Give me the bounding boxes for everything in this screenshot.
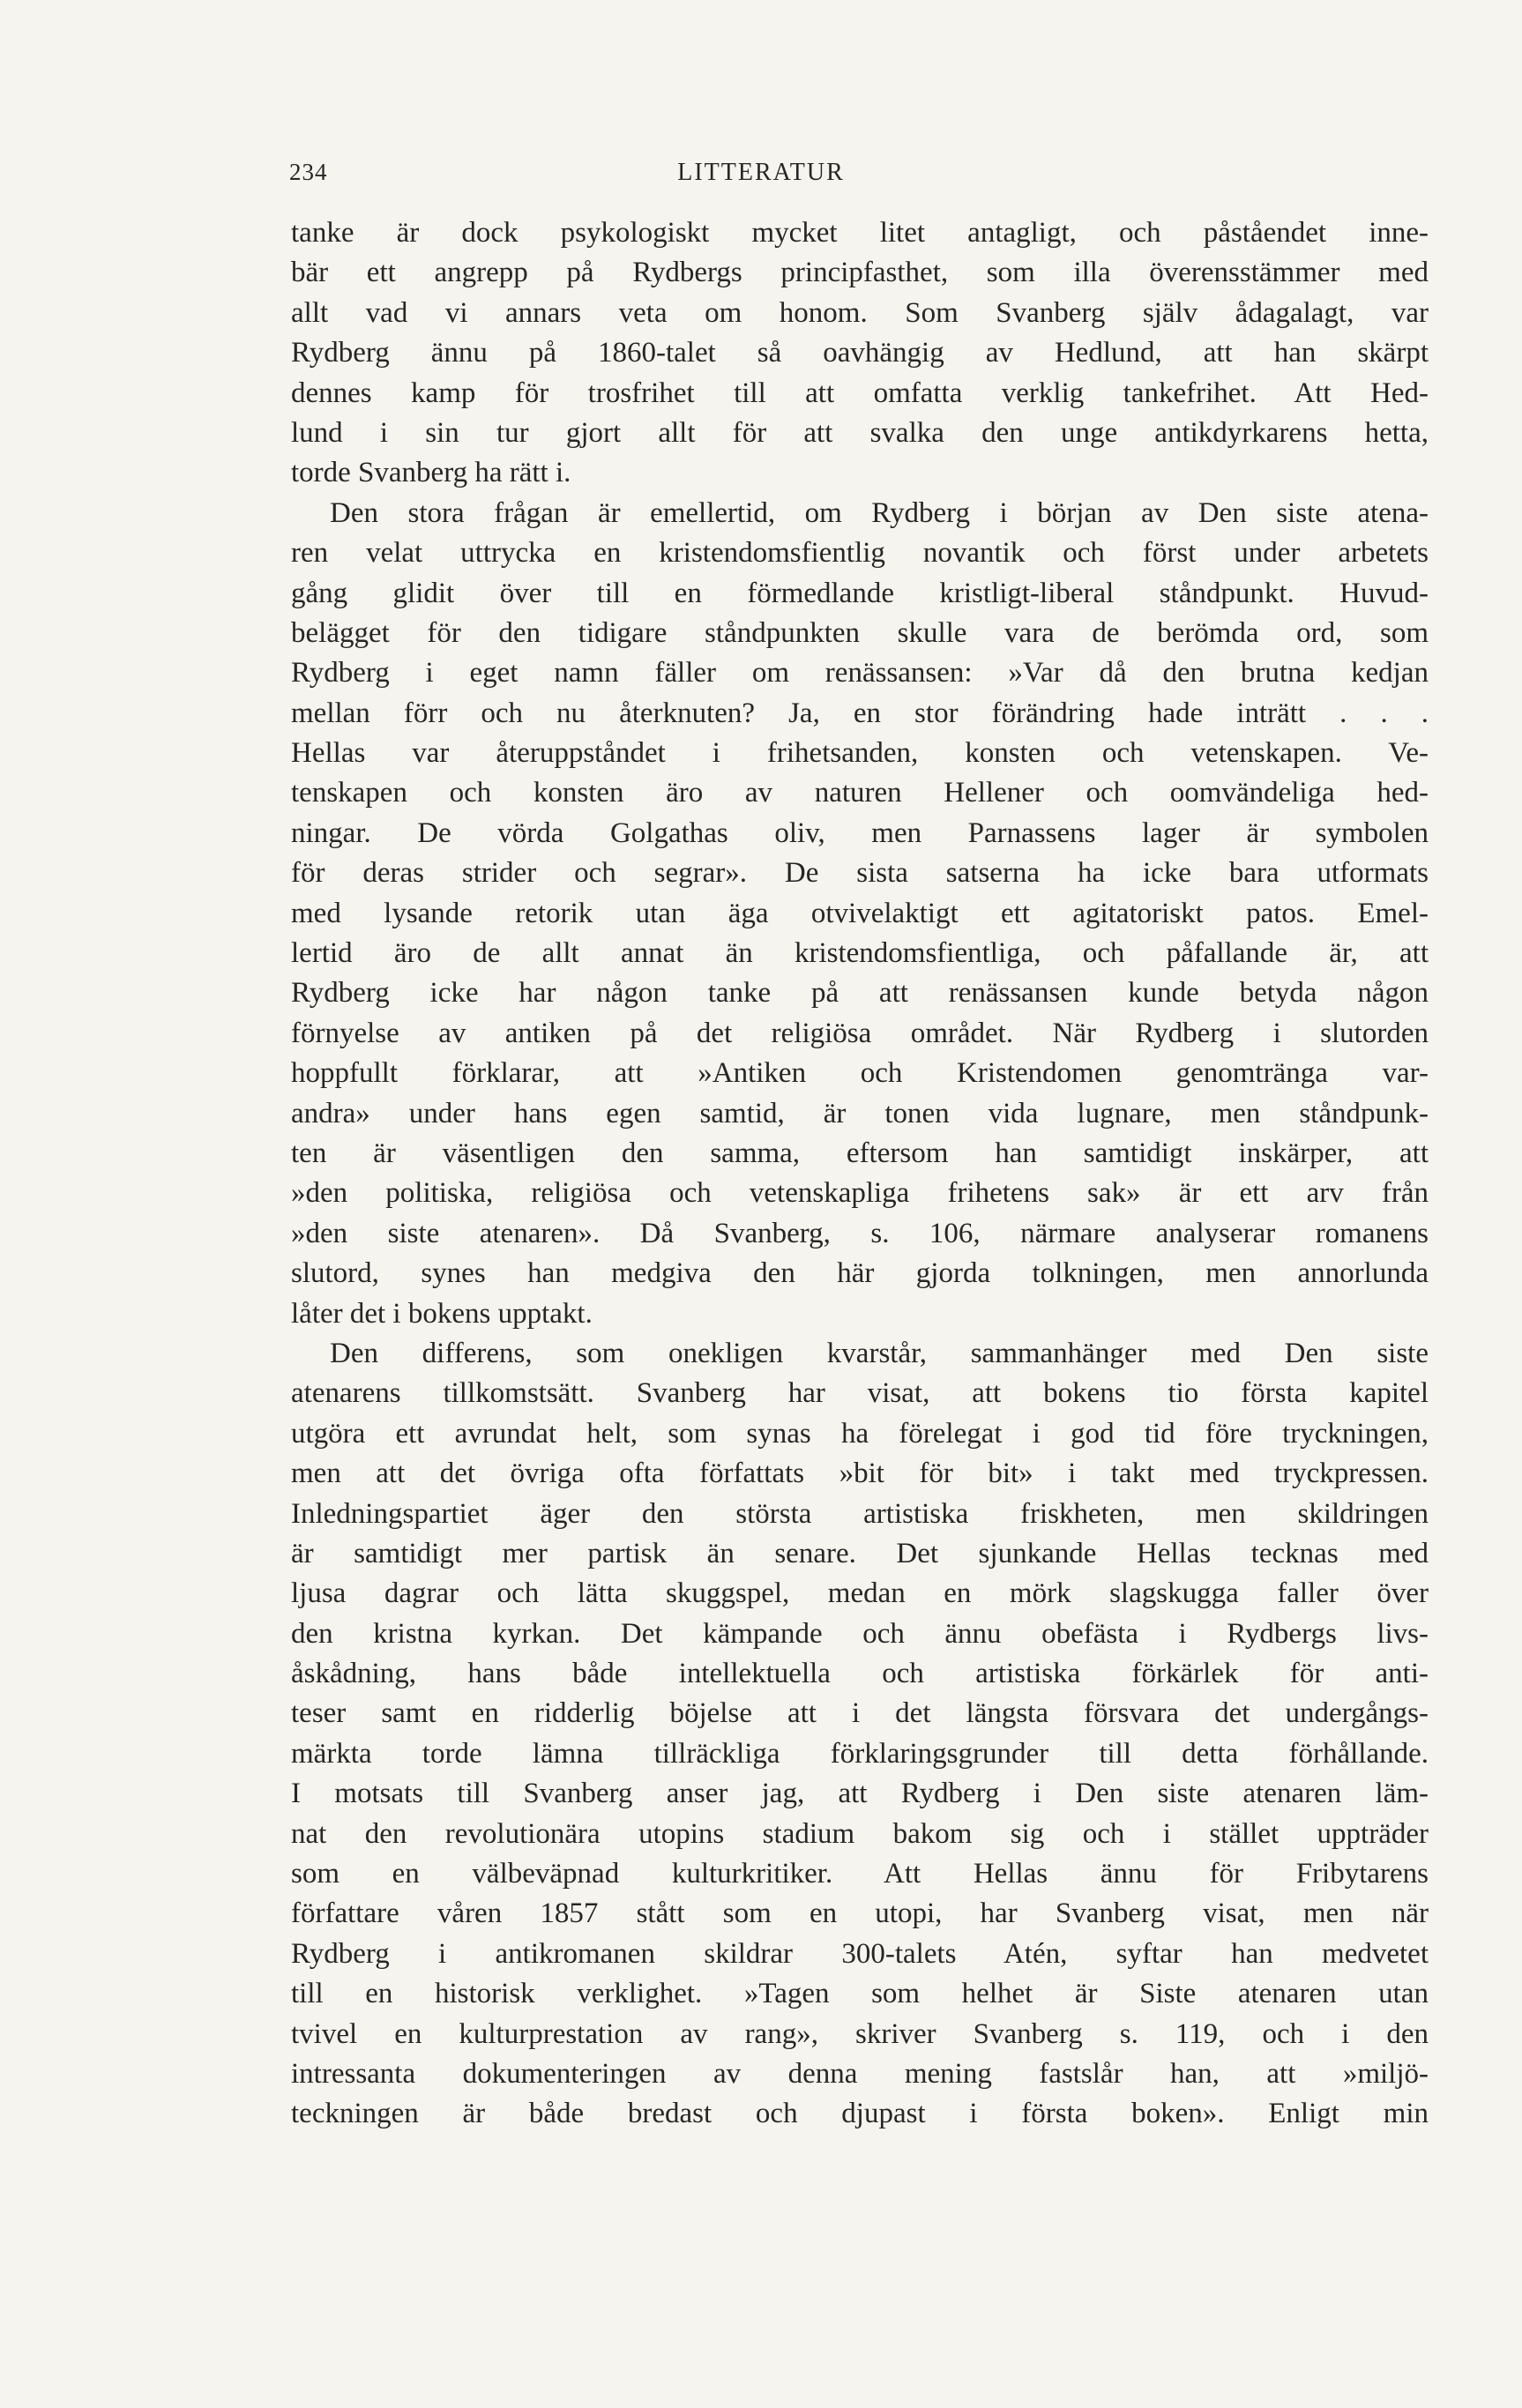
text-line: torde Svanberg ha rätt i. xyxy=(291,457,571,489)
text-line: låter det i bokens upptakt. xyxy=(291,1297,593,1330)
paragraph-3 xyxy=(291,1334,1429,2135)
text-line: ren velat uttrycka en kristendomsfientlig novantik och först under arbetets xyxy=(291,537,1429,570)
paragraph-2 xyxy=(291,494,1429,1334)
running-head: LITTERATUR xyxy=(677,159,845,186)
text-line: intressanta dokumenteringen av denna mening fastslår han, att »miljö- xyxy=(291,2057,1429,2090)
text-line: tanke är dock psykologiskt mycket litet antagligt, och påståendet inne- xyxy=(291,217,1429,249)
text-line: nat den revolutionära utopins stadium bakom sig och i stället uppträder xyxy=(291,1817,1429,1850)
text-line: för deras strider och segrar». De sista satserna ha icke bara utformats xyxy=(291,857,1429,890)
text-line: den kristna kyrkan. Det kämpande och ännu obefästa i Rydbergs livs- xyxy=(291,1617,1429,1650)
text-line: »den siste atenaren». Då Svanberg, s. 106, närmare analyserar romanens xyxy=(291,1217,1429,1249)
text-line: ljusa dagrar och lätta skuggspel, medan en mörk slagskugga faller över xyxy=(291,1577,1429,1610)
text-line: Rydberg i eget namn fäller om renässansen: »Var då den brutna kedjan xyxy=(291,657,1429,690)
text-line: dennes kamp för trosfrihet till att omfatta verklig tankefrihet. Att Hed- xyxy=(291,376,1429,409)
text-line: mellan förr och nu återknuten? Ja, en stor förändring hade inträtt . . . xyxy=(291,697,1429,729)
text-line: Rydberg ännu på 1860-talet så oavhängig av Hedlund, att han skärpt xyxy=(291,337,1429,369)
text-line: I motsats till Svanberg anser jag, att Rydberg i Den siste atenaren läm- xyxy=(291,1778,1429,1810)
text-line: till en historisk verklighet. »Tagen som helhet är Siste atenaren utan xyxy=(291,1978,1429,2010)
text-line: lund i sin tur gjort allt för att svalka den unge antikdyrkarens hetta, xyxy=(291,416,1429,449)
text-line: med lysande retorik utan äga otvivelaktigt ett agitatoriskt patos. Emel- xyxy=(291,897,1429,929)
text-line: tenskapen och konsten äro av naturen Hellener och oomvändeliga hed- xyxy=(291,777,1429,809)
text-line: Hellas var återuppståndet i frihetsanden, konsten och vetenskapen. Ve- xyxy=(291,737,1429,770)
text-line: tvivel en kulturprestation av rang», skriver Svanberg s. 119, och i den xyxy=(291,2017,1429,2050)
text-line: lertid äro de allt annat än kristendomsfientliga, och påfallande är, att xyxy=(291,937,1429,970)
paragraph-1 xyxy=(291,213,1429,494)
text-line: Den differens, som onekligen kvarstår, sammanhänger med Den siste xyxy=(330,1337,1429,1369)
text-line: andra» under hans egen samtid, är tonen vida lugnare, men ståndpunk- xyxy=(291,1097,1429,1129)
text-line: Rydberg i antikromanen skildrar 300-talets Atén, syftar han medvetet xyxy=(291,1937,1429,1970)
text-line: »den politiska, religiösa och vetenskapliga frihetens sak» är ett arv från xyxy=(291,1177,1429,1210)
text-line: märkta torde lämna tillräckliga förklaringsgrunder till detta förhållande. xyxy=(291,1737,1429,1770)
text-line: åskådning, hans både intellektuella och artistiska förkärlek för anti- xyxy=(291,1658,1429,1690)
text-line: är samtidigt mer partisk än senare. Det sjunkande Hellas tecknas med xyxy=(291,1537,1429,1569)
text-line: men att det övriga ofta författats »bit för bit» i takt med tryckpressen. xyxy=(291,1457,1429,1490)
body-text xyxy=(291,213,1429,2135)
text-line: Den stora frågan är emellertid, om Rydberg i början av Den siste atena- xyxy=(330,496,1429,529)
text-line: bär ett angrepp på Rydbergs principfasthet, som illa överensstämmer med xyxy=(291,257,1429,289)
page-number: 234 xyxy=(289,159,328,185)
text-line: teckningen är både bredast och djupast i första boken». Enligt min xyxy=(291,2098,1429,2130)
text-line: Inledningspartiet äger den största artistiska friskheten, men skildringen xyxy=(291,1497,1429,1530)
text-line: atenarens tillkomstsätt. Svanberg har visat, att bokens tio första kapitel xyxy=(291,1377,1429,1410)
text-line: som en välbeväpnad kulturkritiker. Att Hellas ännu för Fribytarens xyxy=(291,1858,1429,1890)
text-line: allt vad vi annars veta om honom. Som Svanberg själv ådagalagt, var xyxy=(291,296,1429,329)
text-line: gång glidit över till en förmedlande kristligt-liberal ståndpunkt. Huvud- xyxy=(291,577,1429,609)
text-line: författare våren 1857 stått som en utopi, har Svanberg visat, men när xyxy=(291,1897,1429,1930)
text-line: belägget för den tidigare ståndpunkten skulle vara de berömda ord, som xyxy=(291,616,1429,649)
text-line: ten är väsentligen den samma, eftersom han samtidigt inskärper, att xyxy=(291,1137,1429,1169)
text-line: utgöra ett avrundat helt, som synas ha förelegat i god tid före tryckningen, xyxy=(291,1417,1429,1450)
text-line: Rydberg icke har någon tanke på att renässansen kunde betyda någon xyxy=(291,977,1429,1010)
text-line: förnyelse av antiken på det religiösa området. När Rydberg i slutorden xyxy=(291,1017,1429,1049)
text-line: slutord, synes han medgiva den här gjorda tolkningen, men annorlunda xyxy=(291,1257,1429,1290)
text-line: ningar. De vörda Golgathas oliv, men Parnassens lager är symbolen xyxy=(291,816,1429,849)
text-line: hoppfullt förklarar, att »Antiken och Kristendomen genomtränga var- xyxy=(291,1057,1429,1090)
text-line: teser samt en ridderlig böjelse att i det längsta försvara det undergångs- xyxy=(291,1697,1429,1730)
